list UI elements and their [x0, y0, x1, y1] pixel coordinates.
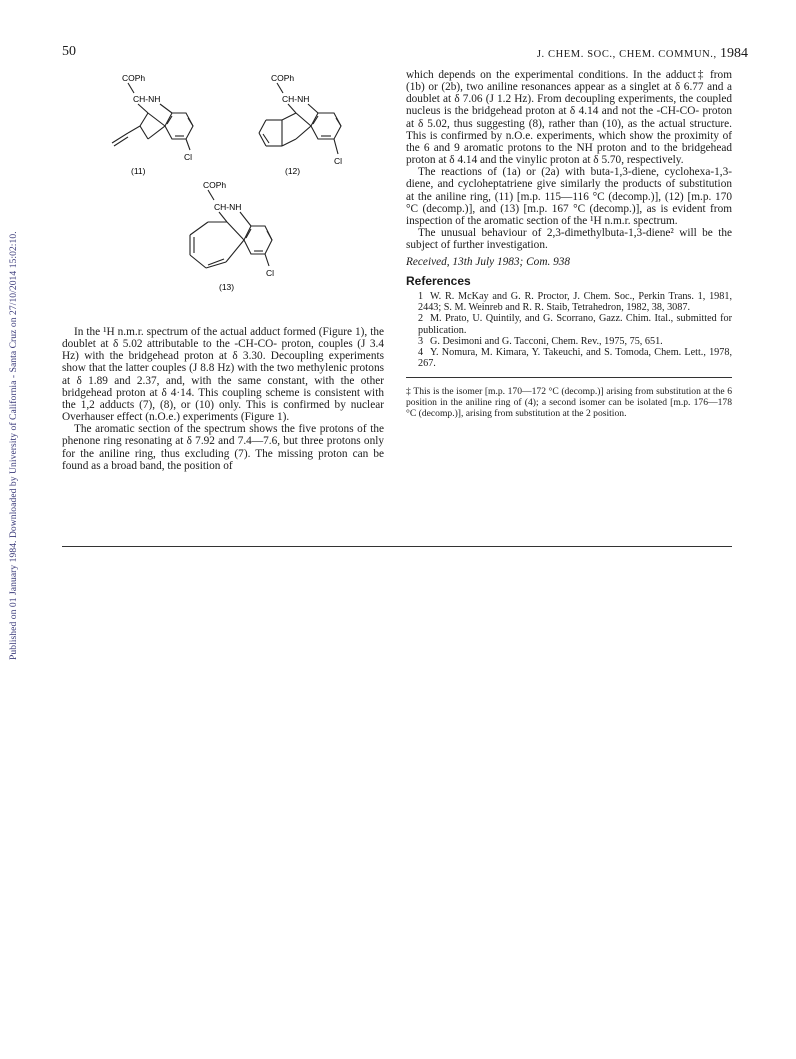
s11-coph: COPh — [122, 73, 146, 83]
journal-year: 1984 — [720, 46, 748, 61]
s12-label: (12) — [285, 166, 301, 176]
left-column — [62, 326, 384, 472]
right-paragraph-1: which depends on the experimental conditions. In the adduct‡ from (1b) or (2b), two aniline resonances appear as a singlet at δ 6.77 and a doublet at δ 7.06 (J 1.2 Hz). From decoupling experiments, the coupled nucleus is the bridgehead proton at δ 4.14 and not the -CH-CO- proton at δ 5.02, thus suggesting (8), rather than (10), as the actual structure. This is confirmed by n.O.e. experiments, which show the proximity of the 6 and 9 aromatic protons to the NH proton and to the bridgehead proton at δ 4.14 and the vinylic proton at δ 5.70, respectively. — [406, 69, 732, 167]
chemical-structures-figure — [95, 68, 385, 298]
s11-chnh: CH-NH — [133, 94, 161, 104]
s12-chnh: CH-NH — [282, 94, 310, 104]
right-paragraph-3: The unusual behaviour of 2,3-dimethylbuta-1,3-diene² will be the subject of further investigation. — [406, 227, 732, 252]
s11-label: (11) — [131, 166, 146, 176]
reference-2: 2 M. Prato, U. Quintily, and G. Scorrano, Gazz. Chim. Ital., submitted for publication. — [418, 313, 732, 336]
download-watermark — [6, 180, 22, 660]
page-number: 50 — [62, 44, 76, 59]
reference-1: 1 W. R. McKay and G. R. Proctor, J. Chem. Soc., Perkin Trans. 1, 1981, 2443; S. M. Weinreb and R. R. Staib, Tetrahedron, 1982, 38, 3087. — [418, 290, 732, 313]
s13-chnh: CH-NH — [214, 202, 242, 212]
s12-cl: Cl — [334, 156, 343, 166]
footnote: ‡ This is the isomer [m.p. 170—172 °C (decomp.)] arising from substitution at the 6 position in the aniline ring of (4); a second isomer can be isolated [m.p. 176—178 °C (decomp.)], arising from substitution at the 2 position. — [406, 385, 732, 420]
s12-coph: COPh — [271, 73, 295, 83]
page-bottom-rule — [62, 546, 732, 547]
reference-3: 3 G. Desimoni and G. Tacconi, Chem. Rev., 1975, 75, 651. — [418, 335, 663, 347]
s11-cl: Cl — [184, 152, 193, 162]
journal-header — [537, 46, 748, 62]
footnote-rule — [406, 377, 732, 378]
left-paragraph-1: In the ¹H n.m.r. spectrum of the actual adduct formed (Figure 1), the doublet at δ 5.02 attributable to the -CH-CO- proton, couples (J 3.4 Hz) with the bridgehead proton at δ 3.30. Decoupling experiments show that the latter couples (J 8.8 Hz) with the two methylenic protons at δ 1.89 and 2.37, and, with the same constant, with the other bridgehead proton at δ 4·14. This coupling scheme is consistent with the 1,2 adducts (7), (8), or (10) only. This is confirmed by nuclear Overhauser effect (n.O.e.) experiments (Figure 1). — [62, 326, 384, 424]
download-watermark-text: Published on 01 January 1984. Downloaded by University of California - Santa Cruz on 27/10/2014 15:02:10. — [8, 231, 19, 660]
received-line: Received, 13th July 1983; Com. 938 — [406, 256, 571, 269]
journal-name: J. CHEM. SOC., CHEM. COMMUN., — [536, 49, 717, 60]
right-column — [406, 69, 732, 419]
s13-label: (13) — [219, 282, 235, 292]
reference-4: 4 Y. Nomura, M. Kimara, Y. Takeuchi, and S. Tomoda, Chem. Lett., 1978, 267. — [418, 347, 732, 370]
left-paragraph-2: The aromatic section of the spectrum shows the five protons of the phenone ring resonating at δ 7.92 and 7.4—7.6, but three protons only for the aniline ring, thus excluding (7). The missing proton can be found as a broad band, the position of — [62, 423, 384, 472]
references-list — [406, 291, 732, 370]
references-heading: References — [406, 273, 471, 288]
right-paragraph-2: The reactions of (1a) or (2a) with buta-1,3-diene, cyclohexa-1,3-diene, and cycloheptatriene give similarly the products of substitution at the aniline ring, (11) [m.p. 115—116 °C (decomp.)], (12) [m.p. 170 °C (decomp.)], and (13) [m.p. 167 °C (decomp.)], as is evident from inspection of the aromatic section of the ¹H n.m.r. spectrum. — [406, 166, 732, 227]
s13-cl: Cl — [266, 268, 275, 278]
s13-coph: COPh — [203, 180, 227, 190]
